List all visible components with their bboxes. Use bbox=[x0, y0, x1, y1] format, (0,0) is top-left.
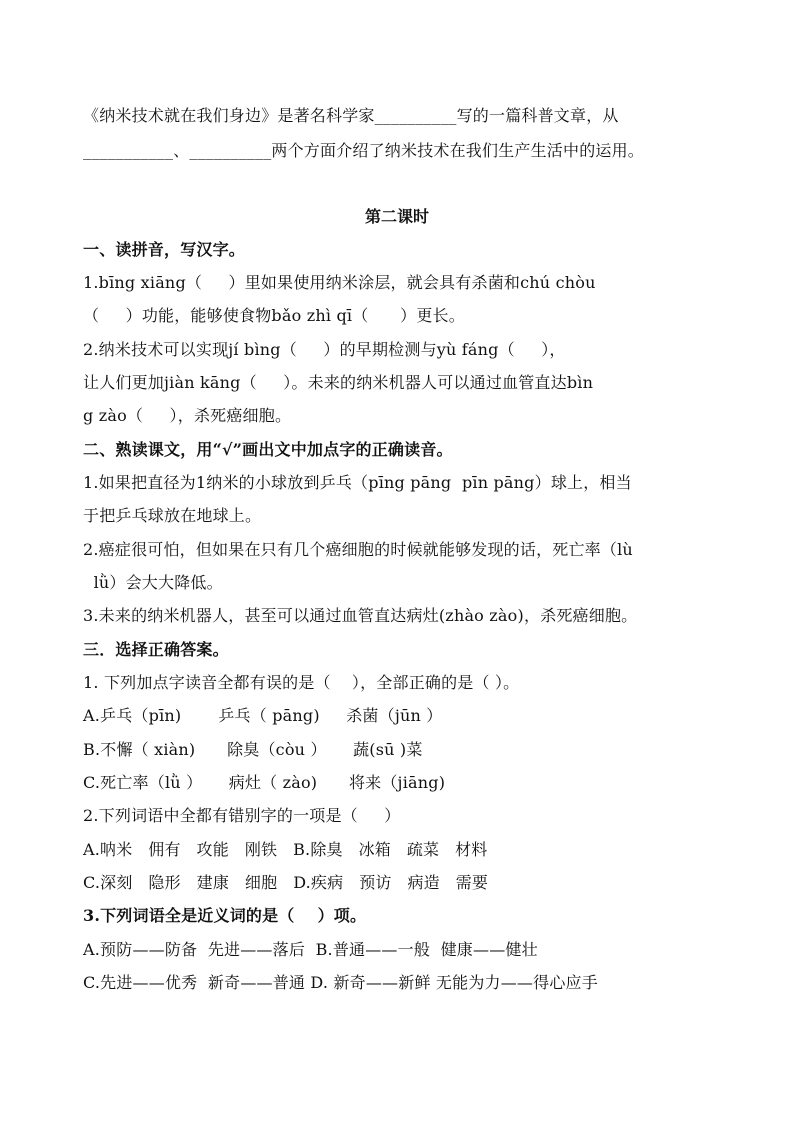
lesson-title: 第二课时 bbox=[364, 207, 429, 226]
section-3-line-5: 2.下列词语中全都有错别字的一项是（ ） bbox=[83, 806, 401, 825]
section-1-line-1: 1.bīng xiāng（ ）里如果使用纳米涂层，就会具有杀菌和chú chòu bbox=[83, 273, 596, 292]
section-3-line-6: A.呐米 佣有 攻能 刚铁 B.除臭 冰箱 疏菜 材料 bbox=[83, 840, 488, 859]
section-3-heading: 三．选择正确答案。 bbox=[83, 640, 229, 659]
section-3-line-1: 1. 下列加点字读音全都有误的是（ ），全部正确的是（ ）。 bbox=[83, 673, 520, 692]
section-3-line-8: 3.下列词语全是近义词的是（ ）项。 bbox=[83, 906, 367, 925]
section-3-line-7: C.深刻 隐形 建康 细胞 D.疾病 预访 病造 需要 bbox=[83, 873, 489, 892]
section-1-heading: 一、读拼音，写汉字。 bbox=[83, 240, 246, 259]
section-3-line-9: A.预防——防备 先进——落后 B.普通——一般 健康——健壮 bbox=[83, 940, 538, 959]
section-1-line-3: 2.纳米技术可以实现jí bìng（ ）的早期检测与yù fáng（ ）， bbox=[83, 340, 566, 359]
intro-line-1: 《纳米技术就在我们身边》是著名科学家__________写的一篇科普文章，从 bbox=[83, 106, 619, 125]
section-2-line-3: 2.癌症很可怕，但如果在只有几个癌细胞的时候就能够发现的话，死亡率（lù bbox=[83, 540, 633, 559]
section-2-heading: 二、熟读课文，用“√”画出文中加点字的正确读音。 bbox=[83, 440, 453, 459]
section-2-line-1: 1.如果把直径为1纳米的小球放到乒乓（pīng pāng pīn pāng）球上，相当 bbox=[83, 473, 632, 492]
section-2-line-4: lǜ）会大大降低。 bbox=[83, 573, 223, 592]
section-1-line-4: 让人们更加jiàn kāng（ ）。未来的纳米机器人可以通过血管直达bìn bbox=[83, 373, 594, 392]
section-3-line-2: A.乒乓（pīn) 乒乓（ pāng) 杀菌（jūn ） bbox=[83, 706, 443, 725]
section-2-line-5: 3.未来的纳米机器人，甚至可以通过血管直达病灶(zhào zào)，杀死癌细胞。 bbox=[83, 606, 638, 625]
section-3-line-4: C.死亡率（lǜ ） 病灶（ zào) 将来（jiāng) bbox=[83, 773, 446, 792]
section-1-line-5: g zào（ ），杀死癌细胞。 bbox=[83, 406, 292, 425]
section-3-line-3: B.不懈（ xiàn) 除臭（còu ） 蔬(sū )菜 bbox=[83, 740, 423, 759]
section-2-line-2: 于把乒乓球放在地球上。 bbox=[83, 506, 262, 525]
intro-line-2: ___________、__________两个方面介绍了纳米技术在我们生产生活中的运用。 bbox=[83, 141, 645, 160]
section-3-line-10: C.先进——优秀 新奇——普通 D. 新奇——新鲜 无能为力——得心应手 bbox=[83, 973, 598, 992]
section-1-line-2: （ ）功能，能够使食物bǎo zhì qī（ ）更长。 bbox=[83, 306, 465, 325]
